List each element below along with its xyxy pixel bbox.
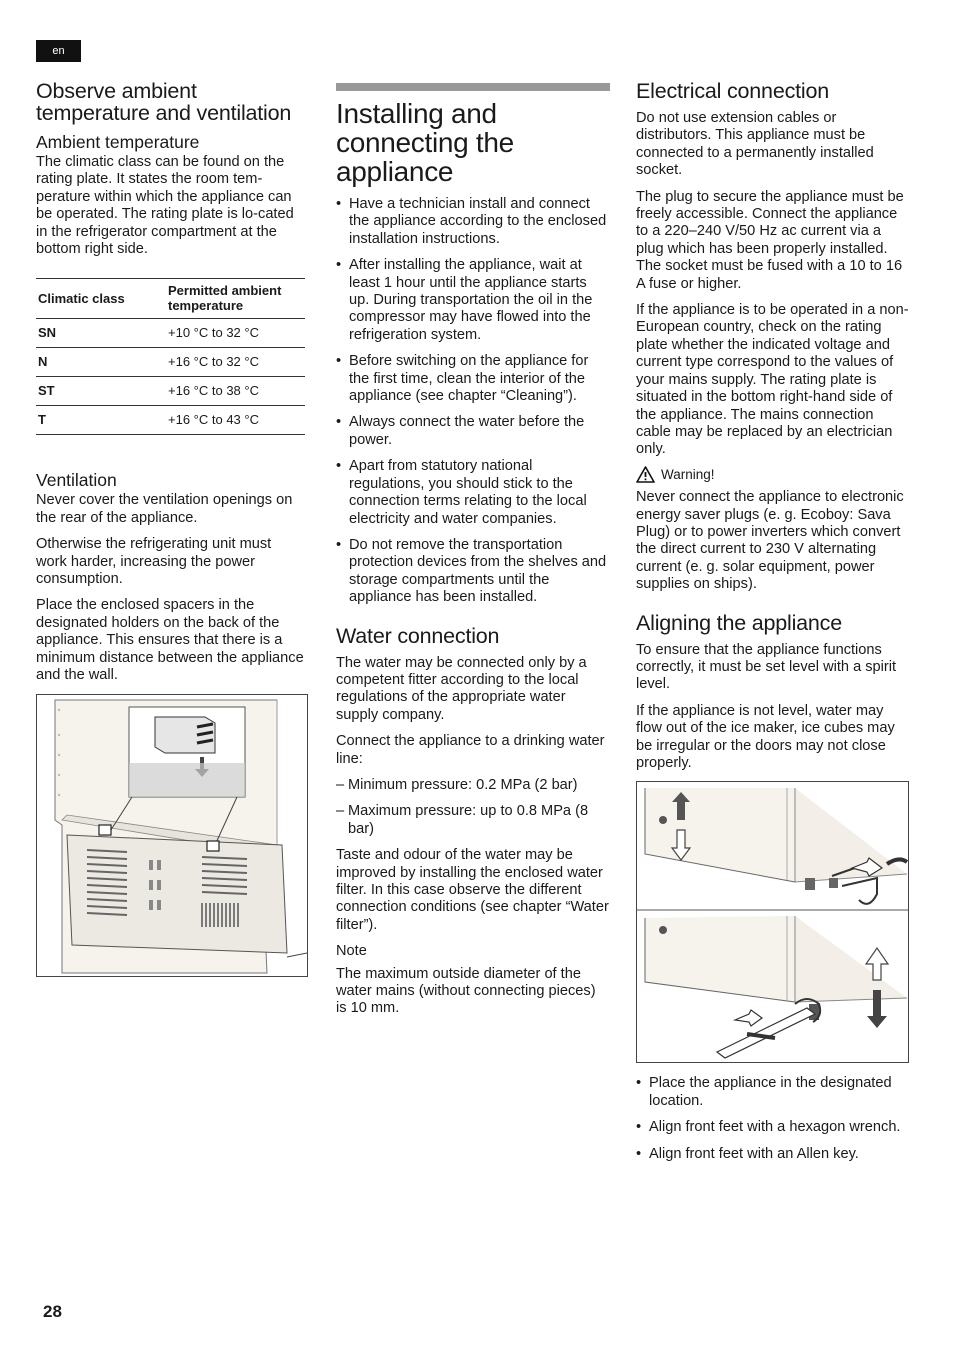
table-cell-range: +16 °C to 32 °C — [166, 348, 305, 377]
table-row — [36, 348, 305, 377]
list-item: – Maximum pressure: up to 0.8 MPa (8 bar) — [336, 803, 610, 838]
paragraph-electrical-1: Do not use extension cables or distributors. This appliance must be connected to a permanently installed socket. — [636, 110, 874, 179]
paragraph-water-2: Connect the appliance to a drinking water line: — [336, 733, 605, 767]
table-row — [36, 406, 305, 435]
spacer-illustration — [36, 694, 308, 977]
table-cell-class: SN — [36, 319, 166, 348]
aligning-illustration — [636, 781, 909, 1063]
table-cell-range: +10 °C to 32 °C — [166, 319, 305, 348]
list-item: – Minimum pressure: 0.2 MPa (2 bar) — [336, 777, 610, 794]
table-header-row — [36, 279, 305, 319]
table-row — [36, 319, 305, 348]
leveling-feet-drawing — [637, 782, 908, 1062]
section-divider-bar — [336, 83, 610, 91]
warning-text: Never connect the appliance to electronic energy saver plugs (e. g. Ecoboy: Sava Plug) or to power inverters which convert the direct current to 230 V alternating current (e. g. solar equipment, power supplies on ships). — [636, 489, 904, 593]
subheading-ambient-temperature: Ambient temperature — [36, 132, 200, 152]
section-heading-aligning: Aligning the appliance — [636, 610, 842, 635]
section-heading-water-connection: Water connection — [336, 623, 500, 648]
table-cell-class: ST — [36, 377, 166, 406]
paragraph-ventilation-2: Otherwise the refrigerating unit must work harder, increasing the power consumption. — [36, 536, 272, 588]
installation-bullet-list — [336, 196, 610, 607]
paragraph-water-3: Taste and odour of the water may be improved by installing the enclosed water filter. In this case observe the different connection conditions (see chapter “Water filter”). — [336, 847, 609, 933]
climatic-class-table — [36, 278, 305, 435]
paragraph-aligning-1: To ensure that the appliance functions correctly, it must be set level with a spirit level. — [636, 641, 897, 693]
list-item: • Always connect the water before the power. — [336, 414, 610, 449]
language-badge: en — [36, 40, 81, 62]
page-title: Installing and connecting the appliance — [336, 98, 514, 187]
list-item: • After installing the appliance, wait at least 1 hour until the appliance starts up. During transportation the oil in the compressor may have flowed into the refrigeration system. — [336, 257, 610, 344]
table-cell-range: +16 °C to 43 °C — [166, 406, 305, 435]
table-header-permitted-temperature: Permitted ambient temperature — [168, 283, 282, 314]
warning-label: Warning! — [661, 466, 715, 482]
list-item: • Before switching on the appliance for the first time, clean the interior of the appliance (see chapter “Cleaning”). — [336, 353, 610, 405]
list-item: • Place the appliance in the designated location. — [636, 1075, 910, 1110]
table-cell-class: T — [36, 406, 166, 435]
note-text: The maximum outside diameter of the water mains (without connecting pieces) is 10 mm. — [336, 965, 596, 1017]
list-item: • Align front feet with an Allen key. — [636, 1146, 910, 1163]
paragraph-electrical-2: The plug to secure the appliance must be freely accessible. Connect the appliance to a 220–240 V/50 Hz ac current via a plug which has been properly installed. The socket must be fused with a 10 to 16 A fuse or higher. — [636, 188, 904, 292]
warning-triangle-icon — [636, 466, 655, 483]
note-label: Note — [336, 943, 367, 960]
paragraph-electrical-3: If the appliance is to be operated in a non-European country, check on the rating plate whether the indicated voltage and current type correspond to the values of your mains supply. The rating plate is situated in the bottom right-hand side of the appliance. The mains connection cable may be replaced by an electrician only. — [636, 302, 909, 458]
list-item: • Apart from statutory national regulations, you should stick to the connection terms relating to the local electricity and water companies. — [336, 458, 610, 528]
list-item: • Do not remove the transportation protection devices from the shelves and storage compartments until the appliance has been installed. — [336, 537, 610, 607]
paragraph-water-1: The water may be connected only by a competent fitter according to the local regulations of the appropriate water supply company. — [336, 654, 587, 723]
column-right — [636, 80, 910, 1177]
column-middle — [336, 80, 610, 1027]
aligning-bullet-list — [636, 1075, 910, 1163]
subheading-ventilation: Ventilation — [36, 470, 117, 491]
table-cell-range: +16 °C to 38 °C — [166, 377, 305, 406]
list-item: • Have a technician install and connect the appliance according to the enclosed installation instructions. — [336, 196, 610, 248]
table-row — [36, 377, 305, 406]
table-header-climatic-class: Climatic class — [38, 290, 125, 306]
page-number: 28 — [43, 1302, 62, 1321]
list-item: • Align front feet with a hexagon wrench. — [636, 1119, 910, 1136]
table-cell-class: N — [36, 348, 166, 377]
section-heading-ambient-ventilation: Observe ambient temperature and ventilation — [36, 79, 292, 125]
pressure-list — [336, 777, 610, 838]
column-left — [36, 80, 306, 977]
warning-label-row — [636, 466, 910, 483]
appliance-back-drawing — [37, 695, 307, 976]
paragraph-aligning-2: If the appliance is not level, water may flow out of the ice maker, ice cubes may be irregular or the doors may not close properly. — [636, 702, 895, 771]
section-heading-electrical-connection: Electrical connection — [636, 79, 829, 103]
paragraph-climatic-class: The climatic class can be found on the rating plate. It states the room tem-perature within which the appliance can be operated. The rating plate is lo-cated in the refrigerator compartment at the bottom right side. — [36, 154, 294, 258]
paragraph-ventilation-3: Place the enclosed spacers in the designated holders on the back of the appliance. This ensures that there is a minimum distance between the appliance and the wall. — [36, 597, 304, 684]
paragraph-ventilation-1: Never cover the ventilation openings on the rear of the appliance. — [36, 492, 293, 526]
